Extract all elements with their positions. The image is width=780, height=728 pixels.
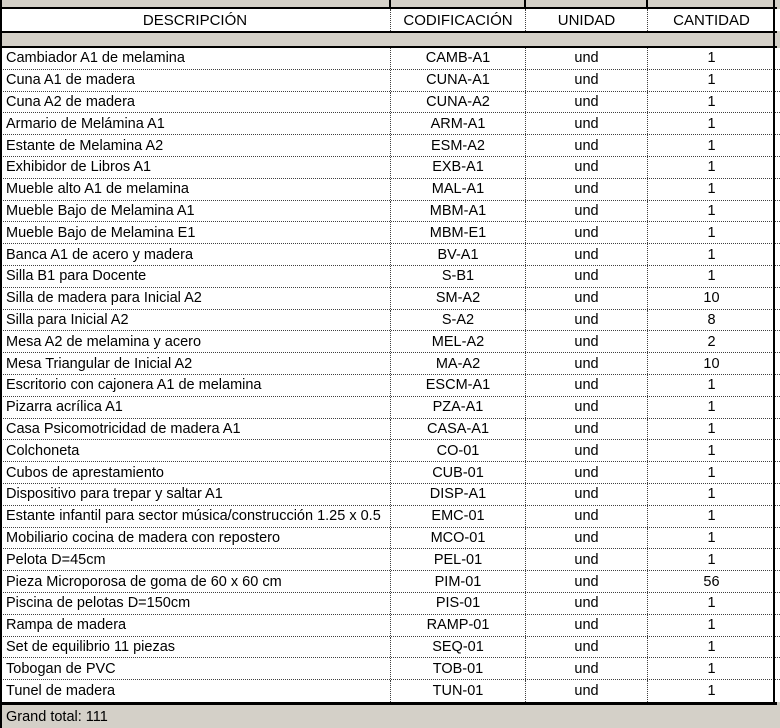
table-row [0,462,780,484]
cell-codificacion: RAMP-01 [390,615,525,636]
table-row [0,440,780,462]
cell-unidad: und [525,157,647,178]
cell-descripcion: Exhibidor de Libros A1 [6,159,152,176]
cell-descripcion: Set de equilibrio 11 piezas [6,638,176,655]
cell-codificacion: MAL-A1 [390,179,525,200]
cell-descripcion: Mueble alto A1 de melamina [6,181,189,198]
cell-codificacion: MBM-A1 [390,201,525,222]
cell-cantidad: 1 [647,419,775,440]
cell-codificacion: EMC-01 [390,506,525,527]
cell-unidad: und [525,658,647,679]
cell-descripcion: Piscina de pelotas D=150cm [6,595,191,612]
cell-cantidad: 1 [647,244,775,265]
cell-codificacion: TUN-01 [390,680,525,702]
cell-codificacion: CUB-01 [390,462,525,483]
cell-unidad: und [525,615,647,636]
cell-codificacion: CUNA-A1 [390,70,525,91]
table-row [0,658,780,680]
table-right-border [773,0,775,7]
cell-cantidad: 8 [647,310,775,331]
cell-unidad: und [525,288,647,309]
table-row [0,179,780,201]
cell-descripcion: Banca A1 de acero y madera [6,246,194,263]
cell-unidad: und [525,440,647,461]
cell-unidad: und [525,397,647,418]
cell-unidad: und [525,48,647,69]
cell-codificacion: CUNA-A2 [390,92,525,113]
table-row [0,201,780,223]
cell-codificacion: SEQ-01 [390,637,525,658]
cell-cantidad: 1 [647,528,775,549]
cell-unidad: und [525,135,647,156]
cell-unidad: und [525,637,647,658]
table-row [0,70,780,92]
cell-descripcion: Estante de Melamina A2 [6,137,164,154]
cell-descripcion: Silla de madera para Inicial A2 [6,290,202,307]
cell-unidad: und [525,179,647,200]
cell-codificacion: ESM-A2 [390,135,525,156]
cell-codificacion: MA-A2 [390,353,525,374]
cell-descripcion: Silla B1 para Docente [6,268,147,285]
table-left-border [0,48,2,702]
cell-codificacion: TOB-01 [390,658,525,679]
cell-cantidad: 10 [647,353,775,374]
cell-descripcion: Cubos de aprestamiento [6,464,164,481]
cell-descripcion: Mueble Bajo de Melamina E1 [6,224,196,241]
cell-descripcion: Estante infantil para sector música/construcción 1.25 x 0.5 [6,508,381,525]
cell-unidad: und [525,462,647,483]
cell-unidad: und [525,222,647,243]
cell-descripcion: Cuna A1 de madera [6,72,135,89]
cell-cantidad: 1 [647,48,775,69]
table-row [0,528,780,550]
cell-cantidad: 1 [647,266,775,287]
cell-descripcion: Pelota D=45cm [6,551,106,568]
cell-codificacion: SM-A2 [390,288,525,309]
table-row [0,222,780,244]
cell-cantidad: 1 [647,506,775,527]
cell-codificacion: PIS-01 [390,593,525,614]
cell-cantidad: 1 [647,462,775,483]
cell-cantidad: 1 [647,680,775,702]
cell-unidad: und [525,113,647,134]
cell-cantidad: 1 [647,92,775,113]
cell-cantidad: 56 [647,571,775,592]
table-left-border [0,0,2,7]
table-row [0,397,780,419]
table-row [0,92,780,114]
cell-descripcion: Cambiador A1 de melamina [6,50,185,67]
table-row [0,244,780,266]
cell-cantidad: 1 [647,549,775,570]
cell-descripcion: Tobogan de PVC [6,660,116,677]
column-divider [389,0,391,7]
cell-unidad: und [525,201,647,222]
cell-descripcion: Pieza Microporosa de goma de 60 x 60 cm [6,573,282,590]
table-row [0,571,780,593]
cell-codificacion: BV-A1 [390,244,525,265]
table-body [0,48,780,702]
cell-codificacion: S-A2 [390,310,525,331]
table-row [0,680,780,702]
cell-codificacion: MBM-E1 [390,222,525,243]
top-cutoff-strip [0,0,780,7]
table-right-border [773,9,775,31]
cell-codificacion: MEL-A2 [390,331,525,352]
table-row [0,484,780,506]
cell-cantidad: 1 [647,440,775,461]
column-divider [524,0,526,7]
grand-total-row [0,705,780,728]
table-row [0,593,780,615]
header-descripcion: DESCRIPCIÓN [142,11,248,29]
cell-descripcion: Escritorio con cajonera A1 de melamina [6,377,262,394]
table-row [0,506,780,528]
table-row [0,288,780,310]
cell-cantidad: 1 [647,222,775,243]
cell-descripcion: Silla para Inicial A2 [6,311,129,328]
cell-unidad: und [525,571,647,592]
table-row [0,331,780,353]
table-row [0,113,780,135]
cell-cantidad: 1 [647,615,775,636]
cell-descripcion: Mueble Bajo de Melamina A1 [6,202,195,219]
table-row [0,375,780,397]
table-left-border [0,33,2,46]
cell-cantidad: 1 [647,375,775,396]
header-unidad: UNIDAD [525,9,647,31]
cell-cantidad: 1 [647,201,775,222]
cell-codificacion: PIM-01 [390,571,525,592]
table-row [0,157,780,179]
table-right-border [773,48,775,702]
cell-cantidad: 1 [647,157,775,178]
cell-cantidad: 1 [647,113,775,134]
cell-cantidad: 1 [647,637,775,658]
cell-codificacion: CO-01 [390,440,525,461]
cell-descripcion: Rampa de madera [6,617,127,634]
cell-cantidad: 1 [647,135,775,156]
cell-unidad: und [525,244,647,265]
cell-unidad: und [525,375,647,396]
cell-cantidad: 1 [647,179,775,200]
cell-codificacion: ESCM-A1 [390,375,525,396]
cell-unidad: und [525,353,647,374]
cell-unidad: und [525,70,647,91]
group-band [0,33,780,46]
grand-total-label: Grand total: 111 [6,708,108,725]
cell-unidad: und [525,549,647,570]
table-row [0,266,780,288]
header-cantidad: CANTIDAD [647,9,775,31]
header-codificacion: CODIFICACIÓN [390,9,525,31]
table-row [0,353,780,375]
cell-cantidad: 1 [647,397,775,418]
cell-cantidad: 1 [647,658,775,679]
table-row [0,615,780,637]
cell-codificacion: S-B1 [390,266,525,287]
cell-descripcion: Colchoneta [6,442,80,459]
cell-cantidad: 1 [647,484,775,505]
cell-unidad: und [525,506,647,527]
table-left-border [0,705,2,728]
table-left-border [0,9,2,31]
cell-descripcion: Tunel de madera [6,683,116,699]
cell-codificacion: EXB-A1 [390,157,525,178]
cell-codificacion: PEL-01 [390,549,525,570]
cell-unidad: und [525,680,647,702]
table-row [0,310,780,332]
cell-codificacion: MCO-01 [390,528,525,549]
cell-cantidad: 1 [647,70,775,91]
column-divider [646,0,648,7]
table-row [0,549,780,571]
cell-unidad: und [525,593,647,614]
cell-codificacion: ARM-A1 [390,113,525,134]
cell-unidad: und [525,310,647,331]
cell-unidad: und [525,419,647,440]
cell-descripcion: Armario de Melámina A1 [6,115,165,132]
cell-unidad: und [525,528,647,549]
cell-descripcion: Pizarra acrílica A1 [6,399,123,416]
cell-codificacion: PZA-A1 [390,397,525,418]
cell-descripcion: Mobiliario cocina de madera con repostero [6,529,281,546]
cell-codificacion: DISP-A1 [390,484,525,505]
table-row [0,135,780,157]
cell-unidad: und [525,266,647,287]
cell-codificacion: CAMB-A1 [390,48,525,69]
cell-descripcion: Cuna A2 de madera [6,93,135,110]
cell-cantidad: 10 [647,288,775,309]
cell-unidad: und [525,92,647,113]
table-right-border [773,33,775,46]
table-row [0,48,780,70]
cell-descripcion: Mesa Triangular de Inicial A2 [6,355,193,372]
cell-descripcion: Casa Psicomotricidad de madera A1 [6,420,241,437]
cell-unidad: und [525,484,647,505]
cell-codificacion: CASA-A1 [390,419,525,440]
cell-cantidad: 1 [647,593,775,614]
table-row [0,637,780,659]
cell-cantidad: 2 [647,331,775,352]
cell-unidad: und [525,331,647,352]
cell-descripcion: Dispositivo para trepar y saltar A1 [6,486,223,503]
table-row [0,419,780,441]
table-header-row [0,9,780,31]
cell-descripcion: Mesa A2 de melamina y acero [6,333,202,350]
